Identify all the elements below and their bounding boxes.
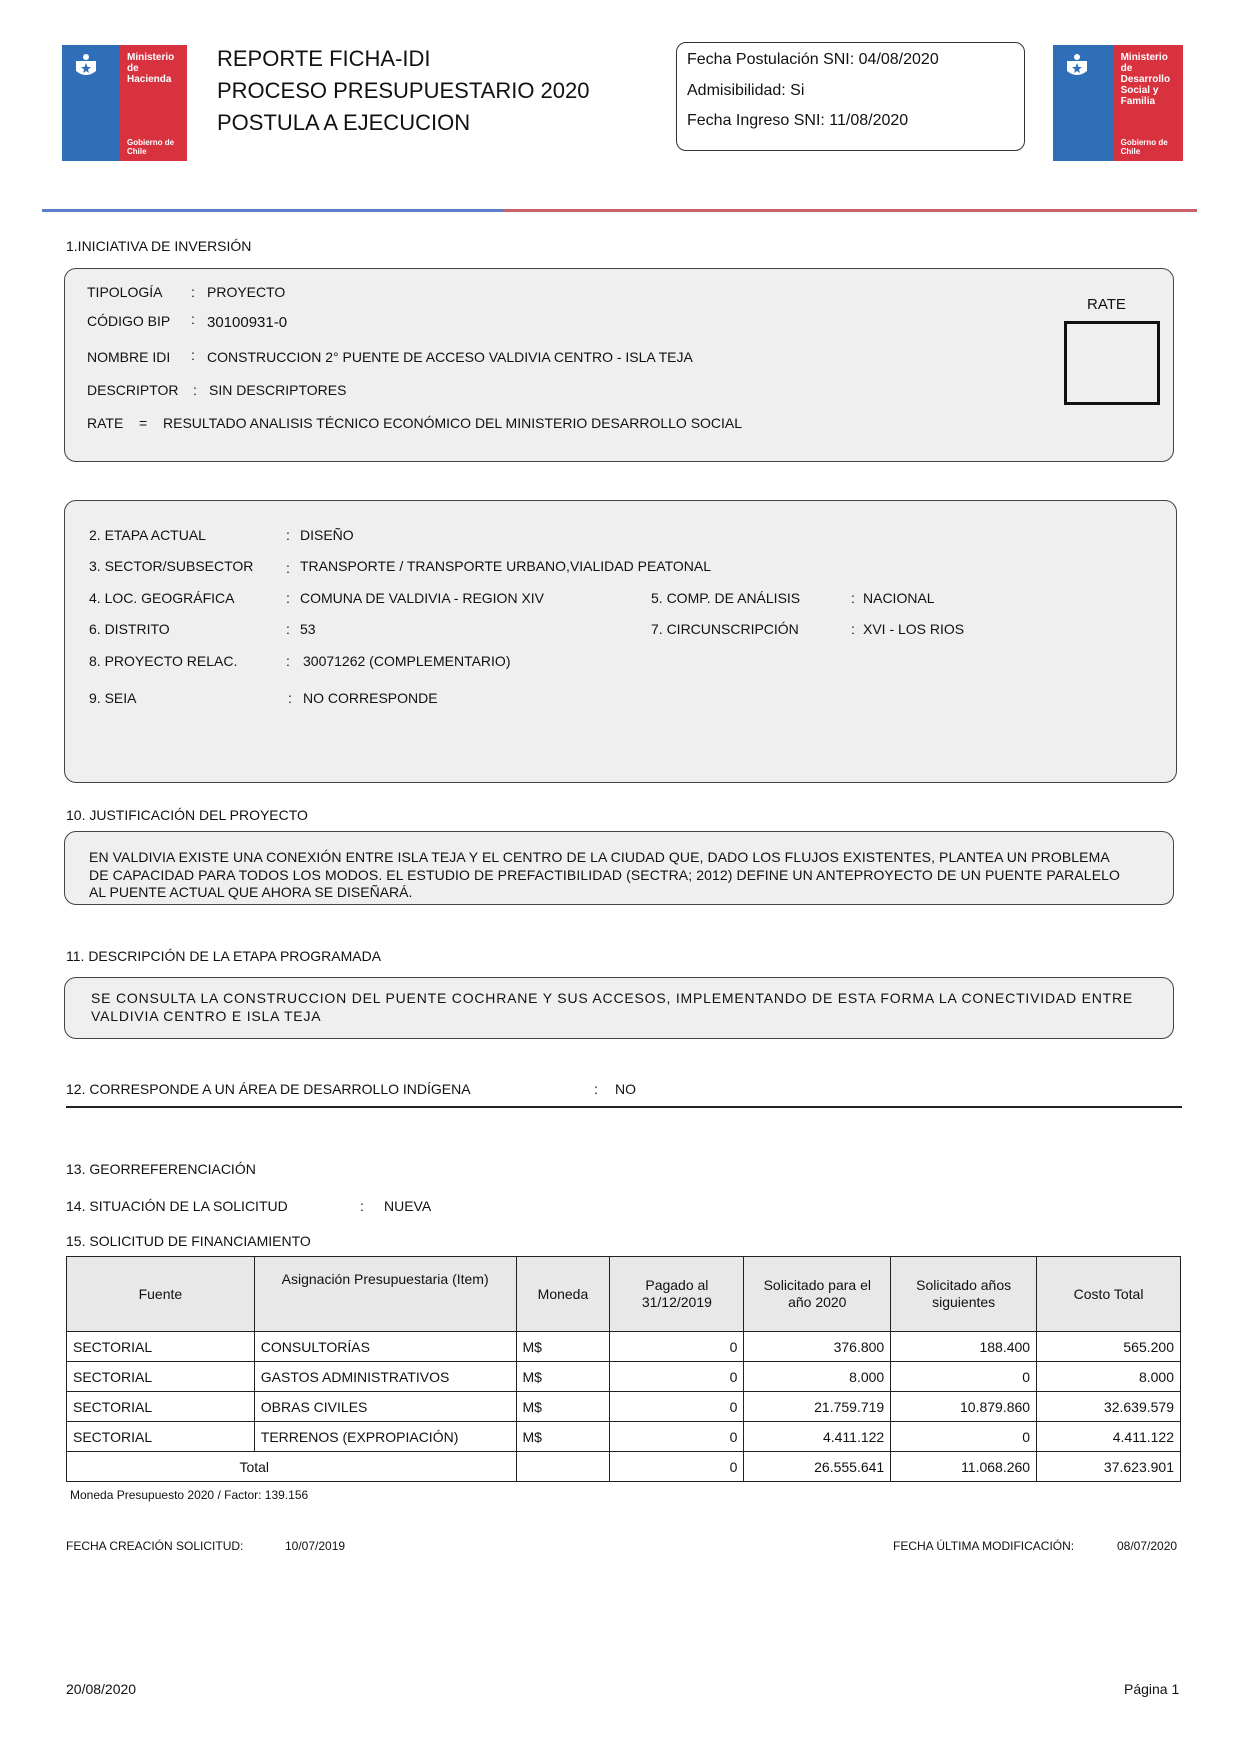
- seia-label: 9. SEIA: [89, 690, 137, 706]
- colon: :: [286, 560, 290, 576]
- cell-asignacion: CONSULTORÍAS: [254, 1332, 516, 1362]
- cell-moneda: M$: [516, 1332, 610, 1362]
- column-header: Pagado al 31/12/2019: [610, 1257, 744, 1332]
- justificacion-line-1: EN VALDIVIA EXISTE UNA CONEXIÓN ENTRE ISLA TEJA Y EL CENTRO DE LA CIUDAD QUE, DADO LOS FLUJOS EXISTENTES, PLANTEA UN PROBLEMA: [89, 849, 1110, 865]
- cell-solicitado-siguientes: 188.400: [891, 1332, 1037, 1362]
- tipologia-value: PROYECTO: [207, 284, 286, 300]
- rate-label: RATE: [87, 415, 124, 431]
- loc-value: COMUNA DE VALDIVIA - REGION XIV: [300, 590, 545, 606]
- column-header: Costo Total: [1037, 1257, 1181, 1332]
- total-solicitado-siguientes: 11.068.260: [891, 1452, 1037, 1482]
- section12-label: 12. CORRESPONDE A UN ÁREA DE DESARROLLO INDÍGENA: [66, 1081, 471, 1097]
- nombre-idi-label: NOMBRE IDI: [87, 349, 171, 365]
- colon: :: [288, 690, 292, 706]
- section1-panel: [64, 268, 1174, 462]
- comp-value: NACIONAL: [863, 590, 935, 606]
- distrito-label: 6. DISTRITO: [89, 621, 170, 637]
- cell-asignacion: GASTOS ADMINISTRATIVOS: [254, 1362, 516, 1392]
- sni-info-box: [676, 42, 1025, 151]
- loc-label: 4. LOC. GEOGRÁFICA: [89, 590, 235, 606]
- hacienda-logo: [62, 45, 187, 161]
- logo-gov-label: Gobierno de Chile: [127, 138, 175, 156]
- rate-box: [1064, 321, 1160, 405]
- cell-fuente: SECTORIAL: [67, 1332, 255, 1362]
- colon: :: [191, 311, 195, 327]
- circ-label: 7. CIRCUNSCRIPCIÓN: [651, 621, 799, 637]
- section11-panel: [64, 977, 1174, 1039]
- tipologia-label: TIPOLOGÍA: [87, 284, 163, 300]
- rate-box-label: RATE: [1087, 296, 1126, 313]
- colon: :: [286, 527, 290, 543]
- column-header: Solicitado años siguientes: [891, 1257, 1037, 1332]
- cell-solicitado-2020: 21.759.719: [744, 1392, 891, 1422]
- seia-value: NO CORRESPONDE: [303, 690, 438, 706]
- colon: :: [191, 284, 195, 300]
- table-row: [67, 1362, 1181, 1392]
- colon: :: [594, 1081, 598, 1097]
- column-header: Moneda: [516, 1257, 610, 1332]
- fecha-ingreso: Fecha Ingreso SNI: 11/08/2020: [687, 112, 909, 129]
- desarrollo-social-logo: [1053, 45, 1183, 161]
- colon: :: [360, 1198, 364, 1214]
- table-total-row: [67, 1452, 1181, 1482]
- circ-value: XVI - LOS RIOS: [863, 621, 965, 637]
- header-divider-blue: [42, 209, 504, 212]
- section1-heading: 1.INICIATIVA DE INVERSIÓN: [66, 238, 252, 254]
- cell-pagado: 0: [610, 1392, 744, 1422]
- cell-solicitado-siguientes: 0: [891, 1362, 1037, 1392]
- comp-label: 5. COMP. DE ANÁLISIS: [651, 590, 801, 606]
- logo-gov-label: Gobierno de Chile: [1120, 138, 1168, 156]
- report-title: REPORTE FICHA-IDI: [217, 46, 431, 71]
- colon: :: [286, 653, 290, 669]
- total-moneda: [516, 1452, 610, 1482]
- section2-panel: [64, 500, 1177, 783]
- cell-solicitado-siguientes: 10.879.860: [891, 1392, 1037, 1422]
- total-costo-total: 37.623.901: [1037, 1452, 1181, 1482]
- column-header: Asignación Presupuestaria (Item): [254, 1257, 516, 1332]
- justificacion-line-2: DE CAPACIDAD PARA TODOS LOS MODOS. EL ESTUDIO DE PREFACTIBILIDAD (SECTRA; 2012) DEFINE UN ANTEPROYECTO DE UN PUENTE PARALELO: [89, 867, 1121, 883]
- colon: :: [851, 621, 855, 637]
- cell-pagado: 0: [610, 1422, 744, 1452]
- relac-label: 8. PROYECTO RELAC.: [89, 653, 238, 669]
- cell-moneda: M$: [516, 1392, 610, 1422]
- sector-value: TRANSPORTE / TRANSPORTE URBANO,VIALIDAD PEATONAL: [300, 558, 712, 574]
- codigo-bip-value: 30100931-0: [207, 314, 288, 331]
- rate-equals: =: [139, 415, 148, 431]
- column-header: Fuente: [67, 1257, 255, 1332]
- colon: :: [286, 621, 290, 637]
- coat-of-arms-icon: [1062, 51, 1092, 81]
- justificacion-line-3: AL PUENTE ACTUAL QUE AHORA SE DISEÑARÁ.: [89, 884, 413, 900]
- cell-fuente: SECTORIAL: [67, 1392, 255, 1422]
- cell-moneda: M$: [516, 1362, 610, 1392]
- table-row: [67, 1392, 1181, 1422]
- section14-label: 14. SITUACIÓN DE LA SOLICITUD: [66, 1198, 288, 1214]
- cell-costo-total: 565.200: [1037, 1332, 1181, 1362]
- sector-label: 3. SECTOR/SUBSECTOR: [89, 558, 254, 574]
- total-pagado: 0: [610, 1452, 744, 1482]
- fecha-postulacion: Fecha Postulación SNI: 04/08/2020: [687, 51, 939, 68]
- cell-fuente: SECTORIAL: [67, 1422, 255, 1452]
- coat-of-arms-icon: [71, 51, 101, 81]
- section11-heading: 11. DESCRIPCIÓN DE LA ETAPA PROGRAMADA: [66, 948, 382, 964]
- descriptor-label: DESCRIPTOR: [87, 382, 179, 398]
- colon: :: [851, 590, 855, 606]
- cell-asignacion: TERRENOS (EXPROPIACIÓN): [254, 1422, 516, 1452]
- relac-value: 30071262 (COMPLEMENTARIO): [303, 653, 511, 669]
- descripcion-line-2: VALDIVIA CENTRO E ISLA TEJA: [91, 1008, 322, 1024]
- report-subtitle-2: POSTULA A EJECUCION: [217, 110, 471, 135]
- colon: :: [286, 590, 290, 606]
- etapa-value: DISEÑO: [300, 527, 354, 543]
- total-solicitado-2020: 26.555.641: [744, 1452, 891, 1482]
- table-row: [67, 1422, 1181, 1452]
- report-subtitle: PROCESO PRESUPUESTARIO 2020: [217, 78, 590, 103]
- total-label: Total: [67, 1452, 517, 1482]
- header-divider-red: [504, 209, 1197, 212]
- logo-ministry-name: Ministerio de Desarrollo Social y Familia: [1120, 52, 1171, 107]
- cell-costo-total: 8.000: [1037, 1362, 1181, 1392]
- section14-value: NUEVA: [384, 1198, 432, 1214]
- etapa-label: 2. ETAPA ACTUAL: [89, 527, 206, 543]
- fecha-creacion-label: FECHA CREACIÓN SOLICITUD:: [66, 1539, 244, 1553]
- nombre-idi-value: CONSTRUCCION 2° PUENTE DE ACCESO VALDIVIA CENTRO - ISLA TEJA: [207, 349, 693, 365]
- cell-moneda: M$: [516, 1422, 610, 1452]
- section15-heading: 15. SOLICITUD DE FINANCIAMIENTO: [66, 1233, 311, 1249]
- colon: :: [193, 382, 197, 398]
- section10-heading: 10. JUSTIFICACIÓN DEL PROYECTO: [66, 807, 308, 823]
- fecha-modificacion-label: FECHA ÚLTIMA MODIFICACIÓN:: [893, 1539, 1075, 1553]
- financing-table: [66, 1256, 1181, 1482]
- admisibilidad: Admisibilidad: Si: [687, 82, 805, 99]
- logo-ministry-name: Ministerio de Hacienda: [127, 52, 175, 85]
- cell-solicitado-2020: 376.800: [744, 1332, 891, 1362]
- distrito-value: 53: [300, 621, 316, 637]
- rate-description: RESULTADO ANALISIS TÉCNICO ECONÓMICO DEL MINISTERIO DESARROLLO SOCIAL: [163, 415, 743, 431]
- table-row: [67, 1332, 1181, 1362]
- cell-solicitado-siguientes: 0: [891, 1422, 1037, 1452]
- fecha-creacion-value: 10/07/2019: [285, 1539, 346, 1553]
- fecha-modificacion-value: 08/07/2020: [1117, 1539, 1178, 1553]
- cell-pagado: 0: [610, 1332, 744, 1362]
- cell-costo-total: 32.639.579: [1037, 1392, 1181, 1422]
- page-number: Página 1: [1124, 1681, 1180, 1697]
- cell-pagado: 0: [610, 1362, 744, 1392]
- column-header: Solicitado para el año 2020: [744, 1257, 891, 1332]
- cell-solicitado-2020: 8.000: [744, 1362, 891, 1392]
- footer-date: 20/08/2020: [66, 1681, 137, 1697]
- section12-value: NO: [615, 1081, 636, 1097]
- moneda-note: Moneda Presupuesto 2020 / Factor: 139.156: [70, 1488, 309, 1502]
- cell-costo-total: 4.411.122: [1037, 1422, 1181, 1452]
- cell-asignacion: OBRAS CIVILES: [254, 1392, 516, 1422]
- cell-fuente: SECTORIAL: [67, 1362, 255, 1392]
- descripcion-line-1: SE CONSULTA LA CONSTRUCCION DEL PUENTE COCHRANE Y SUS ACCESOS, IMPLEMENTANDO DE ESTA FORMA LA CONECTIVIDAD ENTRE: [91, 990, 1134, 1006]
- table-header-row: [67, 1257, 1181, 1332]
- section13-heading: 13. GEORREFERENCIACIÓN: [66, 1161, 256, 1177]
- section10-panel: [64, 831, 1174, 905]
- descriptor-value: SIN DESCRIPTORES: [209, 382, 347, 398]
- codigo-bip-label: CÓDIGO BIP: [87, 313, 171, 329]
- cell-solicitado-2020: 4.411.122: [744, 1422, 891, 1452]
- section12-rule: [66, 1106, 1182, 1108]
- colon: :: [191, 347, 195, 363]
